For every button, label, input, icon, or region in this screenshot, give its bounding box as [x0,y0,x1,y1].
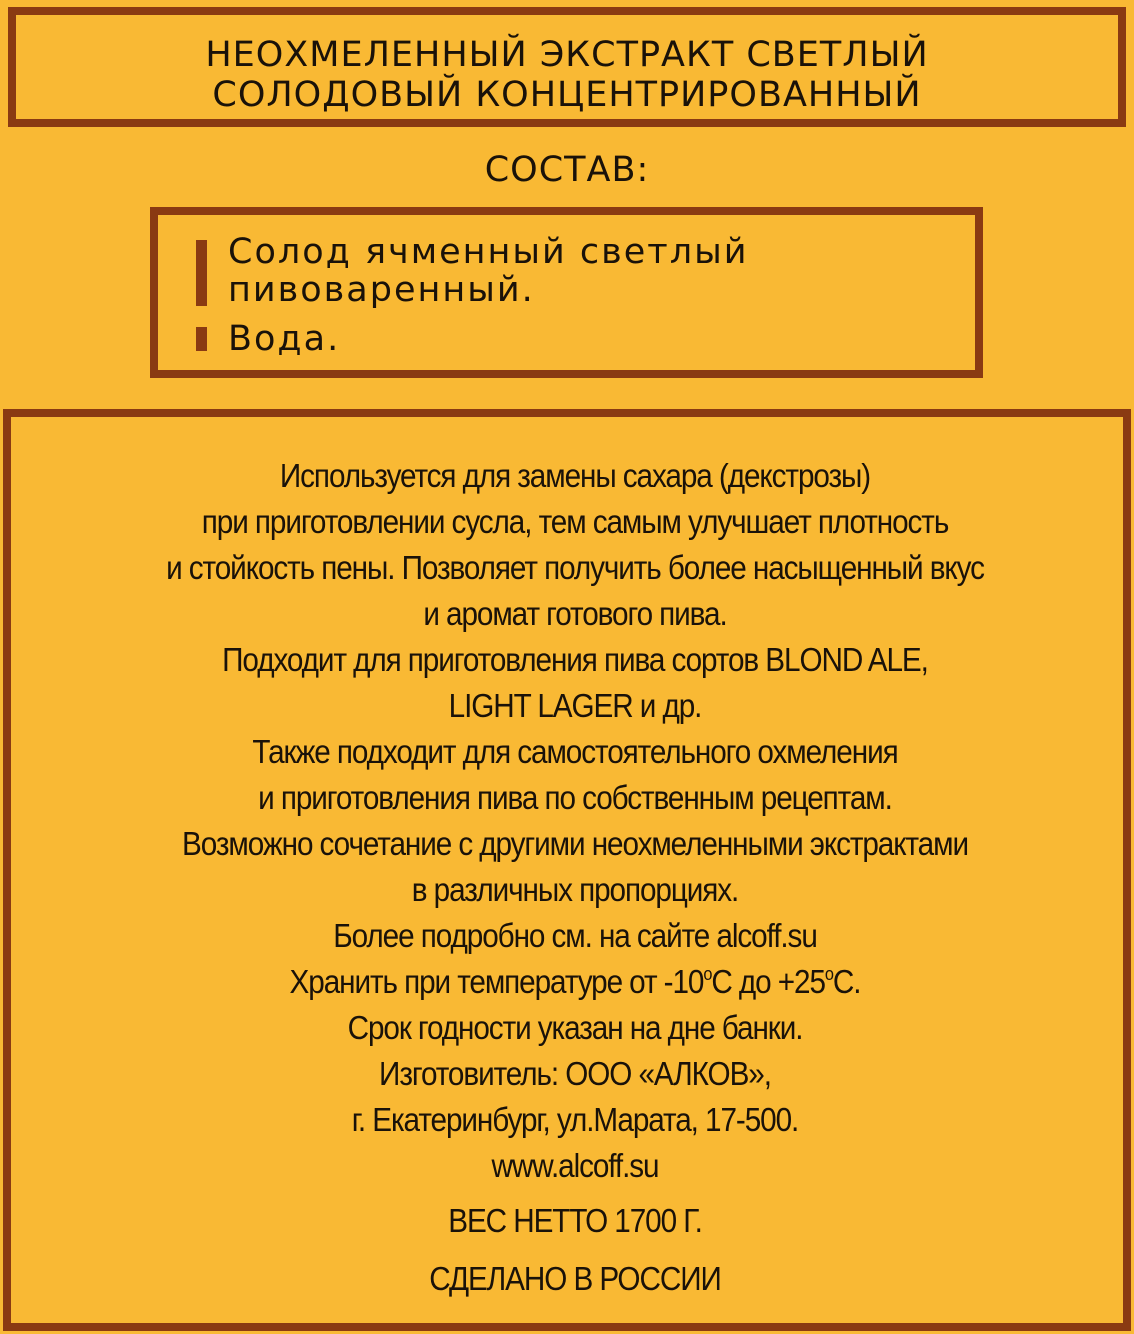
description-line: в различных пропорциях. [411,871,739,908]
storage-text: С до +25 [711,963,825,1000]
manufacturer-line: Изготовитель: ООО «АЛКОВ», [379,1055,771,1092]
product-title-line-2: СОЛОДОВЫЙ КОНЦЕНТРИРОВАННЫЙ [212,75,922,115]
website-line: www.alcoff.su [491,1147,659,1184]
composition-heading: СОСТАВ: [484,150,650,190]
product-title-line-1: НЕОХМЕЛЕННЫЙ ЭКСТРАКТ СВЕТЛЫЙ [205,35,929,75]
description-line: Подходит для приготовления пива сортов BLOND ALE, [222,641,928,678]
description-line: Более подробно см. на сайте alcoff.su [333,917,817,954]
made-in-label: СДЕЛАНО В РОССИИ [429,1260,721,1297]
description-line: при приготовлении сусла, тем самым улучшает плотность [201,503,949,540]
address-line: г. Екатеринбург, ул.Марата, 17-500. [351,1101,799,1138]
description-line: LIGHT LAGER и др. [448,687,702,724]
description-line: и стойкость пены. Позволяет получить более насыщенный вкус [166,549,984,586]
ingredient-line: Вода. [228,319,341,359]
description-line: и аромат готового пива. [423,595,727,632]
product-title-box [8,7,1126,127]
net-weight: ВЕС НЕТТО 1700 Г. [448,1202,702,1239]
description-line: Возможно сочетание с другими неохмеленными экстрактами [182,825,968,862]
description-line: Используется для замены сахара (декстрозы) [279,457,871,494]
storage-conditions [65,962,1086,1007]
description-line: Также подходит для самостоятельного охмеления [252,733,898,770]
description-line: Срок годности указан на дне банки. [347,1009,803,1046]
description-line: и приготовления пива по собственным рецептам. [258,779,892,816]
ingredient-line: пивоваренный. [228,270,535,310]
ingredient-line: Солод ячменный светлый [228,232,749,272]
ingredients-box [150,207,983,378]
storage-text: С. [832,963,861,1000]
degree-sign: о [824,964,833,985]
degree-sign: о [703,964,712,985]
bullet-marker-icon [196,327,207,351]
storage-text: Хранить при температуре от -10 [289,963,704,1000]
bullet-marker-icon [196,240,207,306]
description-box [3,409,1131,1331]
